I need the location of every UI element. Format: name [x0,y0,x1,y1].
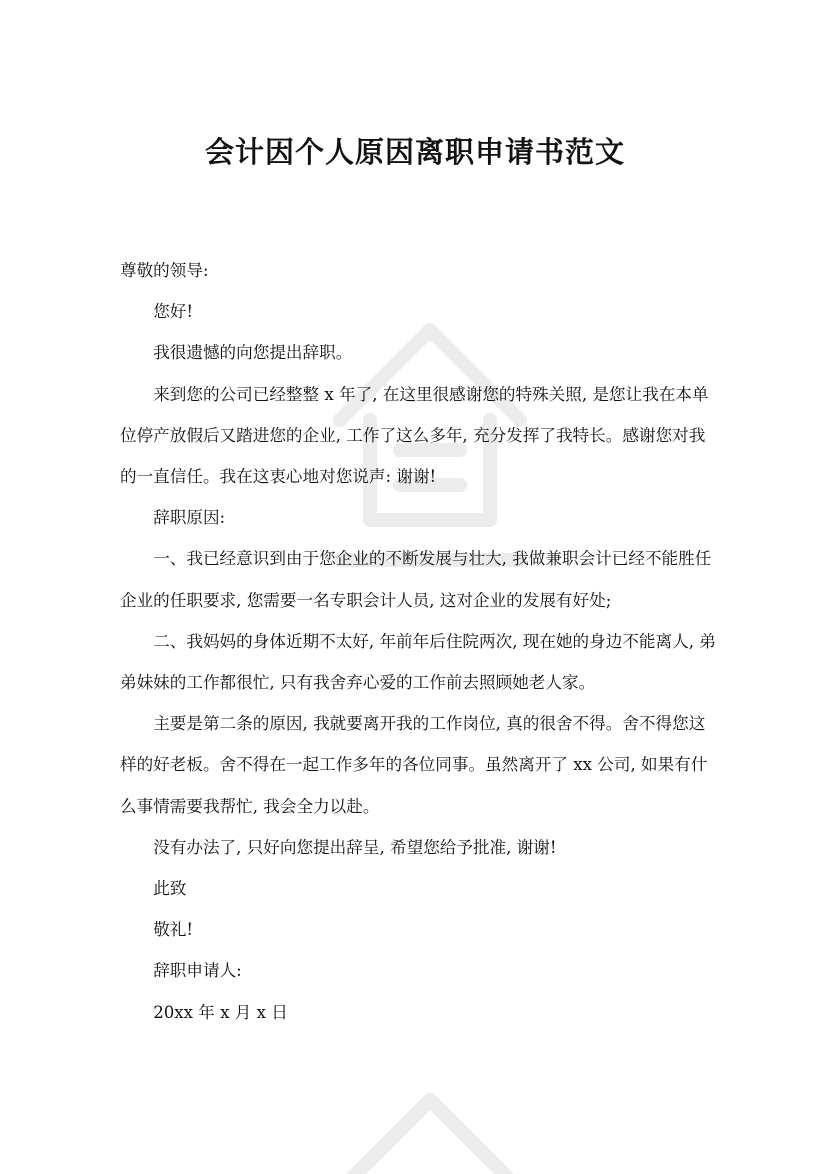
paragraph-thanks: 来到您的公司已经整整 x 年了, 在这里很感谢您的特殊关照, 是您让我在本单位停产放假后又踏进您的企业, 工作了这么多年, 充分发挥了我特长。感谢您对我的一直信任。我在这衷心地对您说声: 谢谢! [120,384,709,487]
greeting: 您好! [153,302,194,322]
applicant-label: 辞职申请人: [153,961,242,981]
closing-line: 此致 [153,879,187,899]
date-line: 20xx 年 x 月 x 日 [153,1002,288,1022]
watermark-logo-bottom [300,1080,560,1174]
closing-salute: 敬礼! [153,920,194,940]
paragraph-farewell: 主要是第二条的原因, 我就要离开我的工作岗位, 真的很舍不得。舍不得您这样的好老板。舍不得在一起工作多年的各位同事。虽然离开了 xx 公司, 如果有什么事情需要我帮忙, 我会全力以赴。 [120,714,708,816]
reason-one: 一、我已经意识到由于您企业的不断发展与壮大, 我做兼职会计已经不能胜任企业的任职要求, 您需要一名专职会计人员, 这对企业的发展有好处; [120,549,712,610]
letter-body [120,250,716,1033]
page-title: 会计因个人原因离职申请书范文 [204,135,625,169]
paragraph-opening: 我很遗憾的向您提出辞职。 [153,343,353,363]
reason-two: 二、我妈妈的身体近期不太好, 年前年后住院两次, 现在她的身边不能离人, 弟弟妹妹的工作都很忙, 只有我舍弃心爱的工作前去照顾她老人家。 [120,631,716,693]
paragraph-request: 没有办法了, 只好向您提出辞呈, 希望您给予批准, 谢谢! [153,837,557,857]
reasons-heading: 辞职原因: [153,508,226,528]
salutation: 尊敬的领导: [120,261,209,280]
